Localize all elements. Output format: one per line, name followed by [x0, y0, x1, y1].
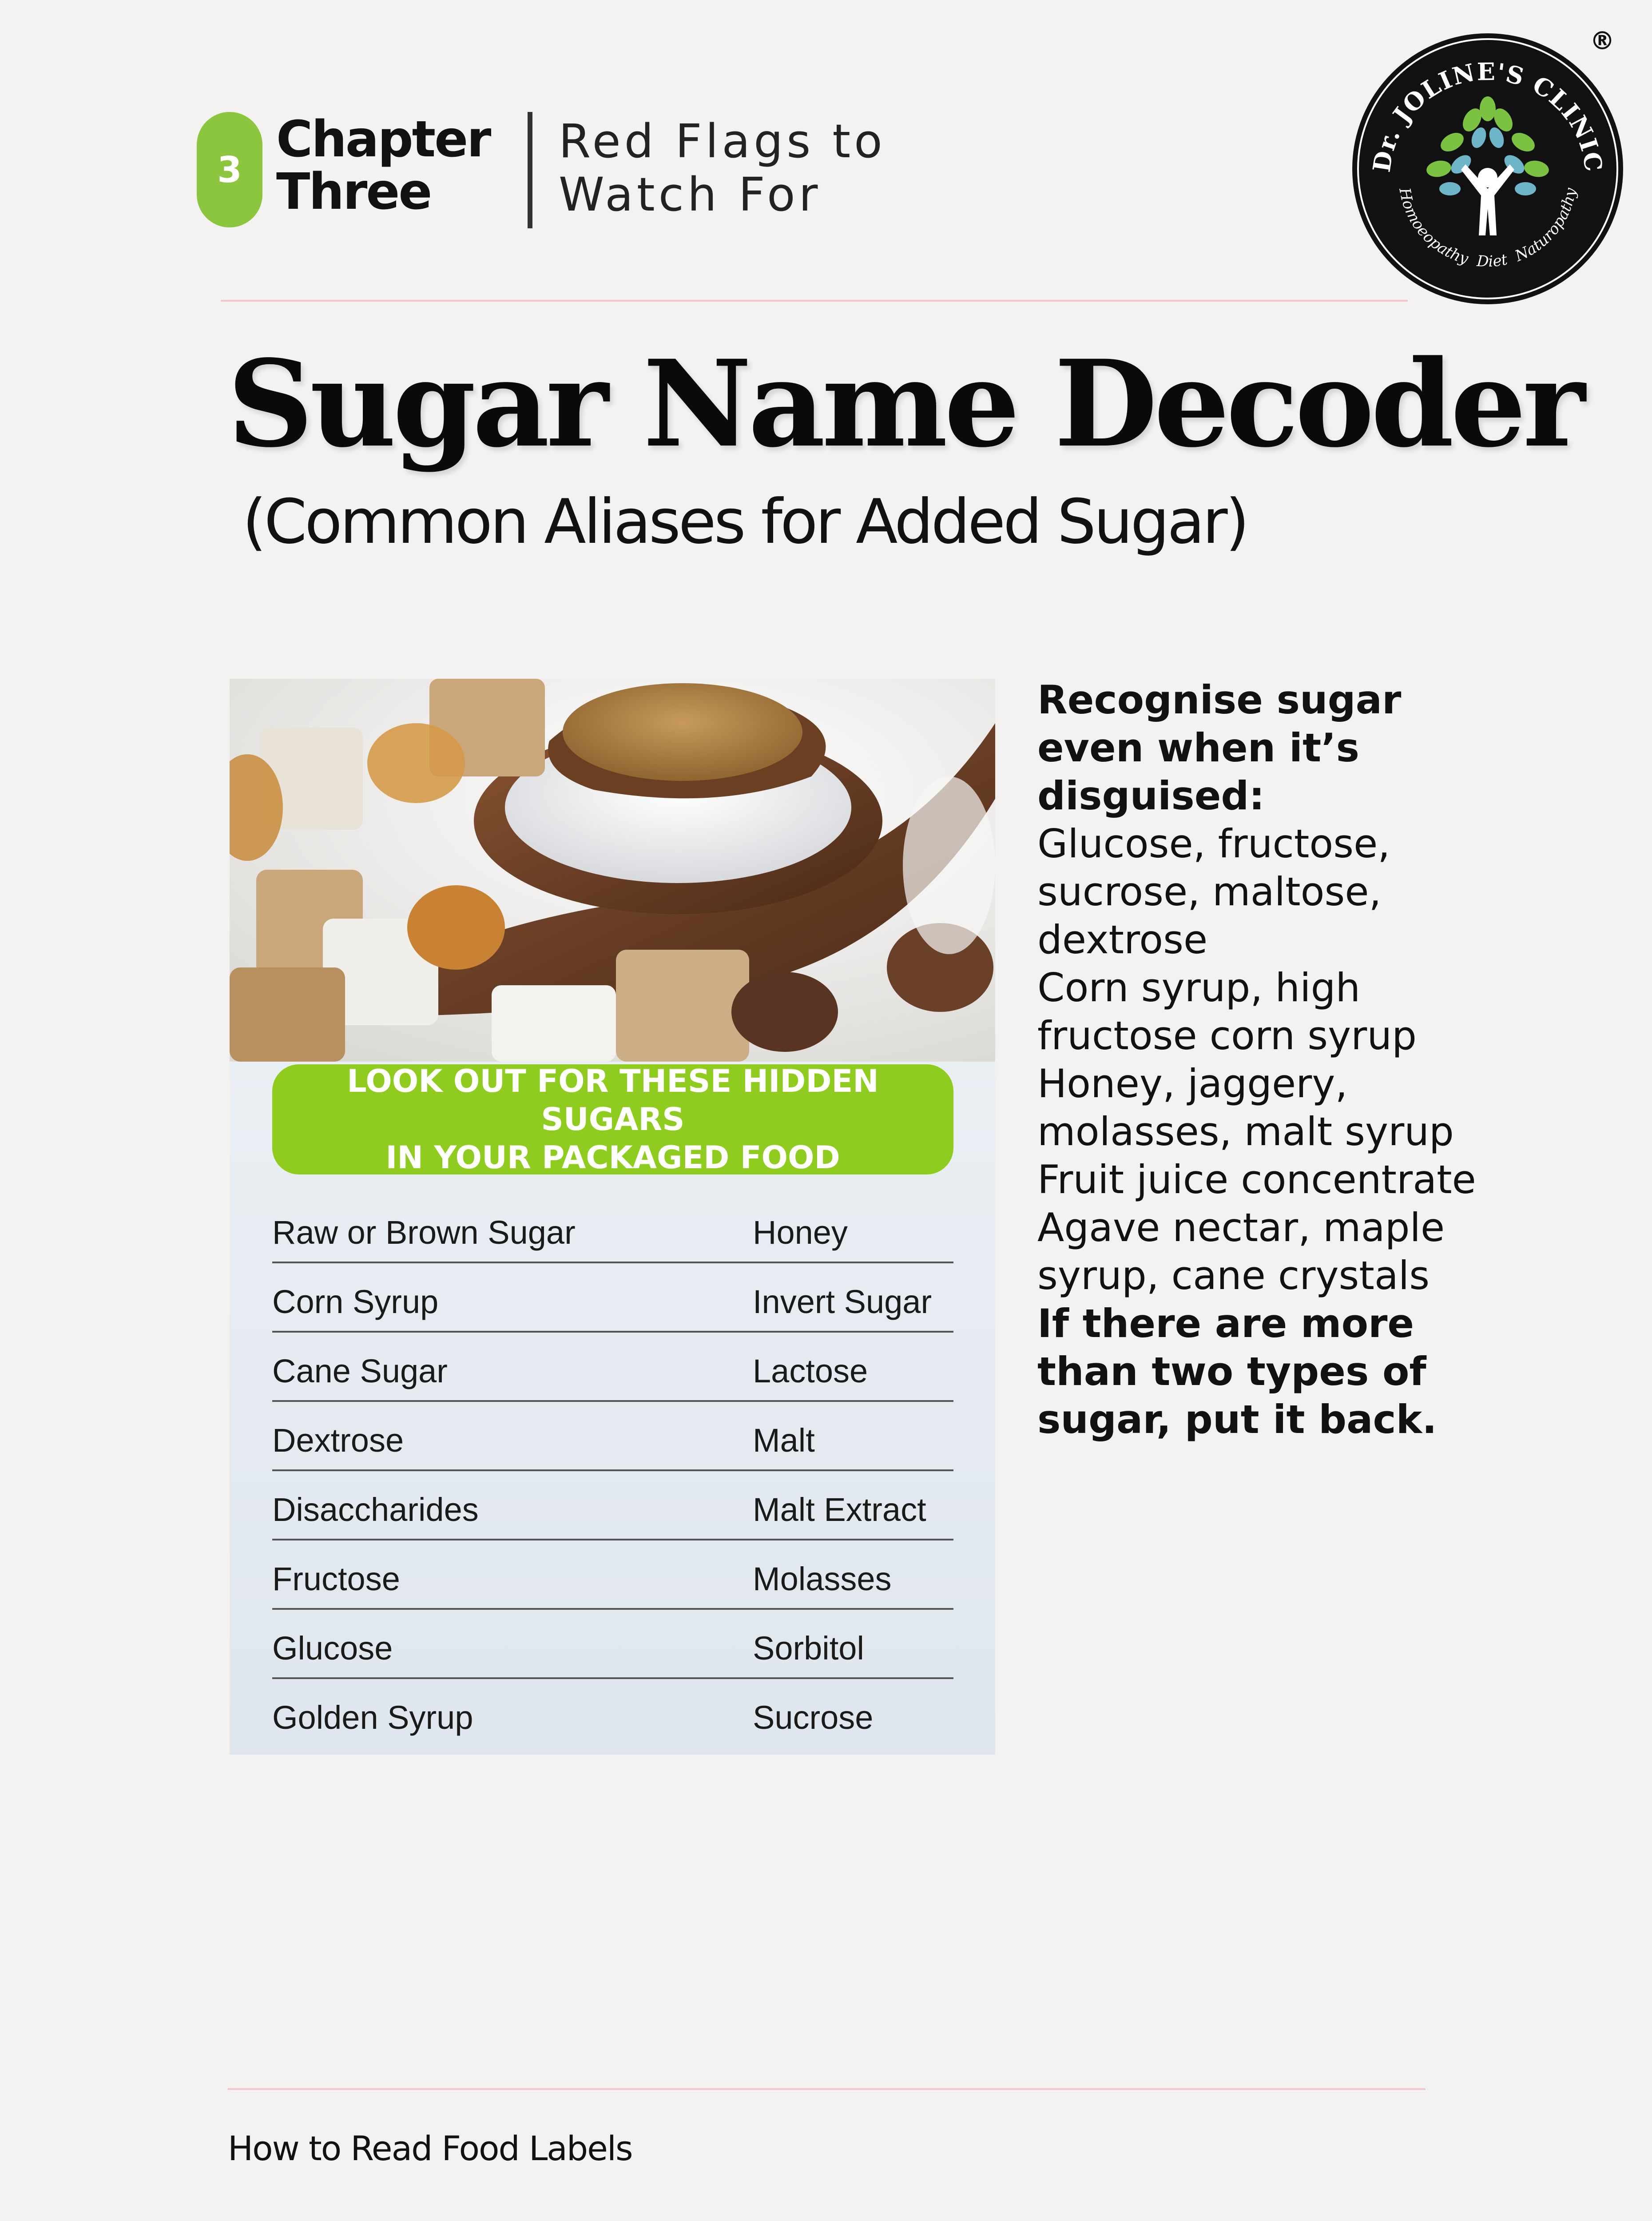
- table-cell: Dextrose: [272, 1422, 404, 1459]
- section-title-line-1: Red Flags to: [559, 114, 886, 168]
- table-cell: Raw or Brown Sugar: [272, 1214, 576, 1251]
- logo-tagline-homoeopathy: Homoeopathy: [1395, 186, 1471, 268]
- sugar-spoon-photo: [230, 679, 995, 1062]
- table-cell: Glucose: [272, 1630, 393, 1667]
- page-subtitle: (Common Aliases for Added Sugar): [242, 486, 1247, 557]
- sugar-guide-text: [1037, 676, 1495, 1444]
- table-cell: Golden Syrup: [272, 1699, 473, 1736]
- table-cell: Sucrose: [753, 1699, 874, 1736]
- guide-item: Glucose, fructose, sucrose, maltose, dextrose: [1037, 821, 1390, 963]
- table-row: [272, 1402, 953, 1471]
- table-row: [272, 1263, 953, 1333]
- guide-item: Agave nectar, maple syrup, cane crystals: [1037, 1205, 1445, 1298]
- registered-mark: ®: [1590, 27, 1615, 56]
- section-title-line-2: Watch For: [559, 167, 822, 222]
- guide-item: Corn syrup, high fructose corn syrup: [1037, 965, 1417, 1059]
- logo-tagline-diet: Diet: [1476, 251, 1509, 271]
- table-row: [272, 1610, 953, 1679]
- table-cell: Sorbitol: [753, 1630, 864, 1667]
- top-divider: [221, 300, 1408, 302]
- section-title: [559, 115, 886, 221]
- clinic-name: Dr. JOLINE'S CLINIC: [1367, 57, 1608, 174]
- table-row: [272, 1471, 953, 1540]
- chapter-number-badge: [197, 112, 262, 227]
- table-cell: Corn Syrup: [272, 1283, 439, 1320]
- chapter-word-number: Three: [276, 163, 431, 221]
- footer-title: How to Read Food Labels: [228, 2129, 632, 2168]
- table-cell: Honey: [753, 1214, 848, 1251]
- clinic-logo: [1350, 31, 1625, 306]
- table-row: [272, 1679, 953, 1747]
- guide-conclusion: If there are more than two types of sugar, put it back.: [1037, 1301, 1437, 1442]
- sugar-names-table: [272, 1194, 953, 1747]
- guide-item: Fruit juice concentrate: [1037, 1157, 1476, 1202]
- table-row: [272, 1333, 953, 1402]
- chapter-number: 3: [217, 149, 242, 191]
- chapter-label: [276, 111, 490, 221]
- guide-intro: Recognise sugar even when it’s disguised:: [1037, 677, 1402, 819]
- page-title: Sugar Name Decoder: [227, 334, 1582, 474]
- table-cell: Cane Sugar: [272, 1353, 448, 1389]
- table-row: [272, 1540, 953, 1610]
- table-cell: Disaccharides: [272, 1491, 479, 1528]
- table-cell: Malt: [753, 1422, 815, 1459]
- hidden-sugars-card: [230, 679, 995, 1755]
- table-row: [272, 1194, 953, 1263]
- guide-item: Honey, jaggery, molasses, malt syrup: [1037, 1061, 1454, 1154]
- banner-line-2: IN YOUR PACKAGED FOOD: [385, 1139, 840, 1176]
- bottom-divider: [228, 2088, 1426, 2090]
- table-cell: Lactose: [753, 1353, 868, 1389]
- chapter-word: Chapter: [276, 111, 490, 168]
- hidden-sugars-banner: [272, 1064, 953, 1174]
- logo-tagline-naturopathy: Naturopathy: [1512, 187, 1580, 265]
- header-divider: [528, 112, 532, 228]
- table-cell: Invert Sugar: [753, 1283, 932, 1320]
- table-cell: Fructose: [272, 1560, 400, 1597]
- table-cell: Malt Extract: [753, 1491, 926, 1528]
- banner-line-1: LOOK OUT FOR THESE HIDDEN SUGARS: [347, 1063, 879, 1138]
- table-cell: Molasses: [753, 1560, 892, 1597]
